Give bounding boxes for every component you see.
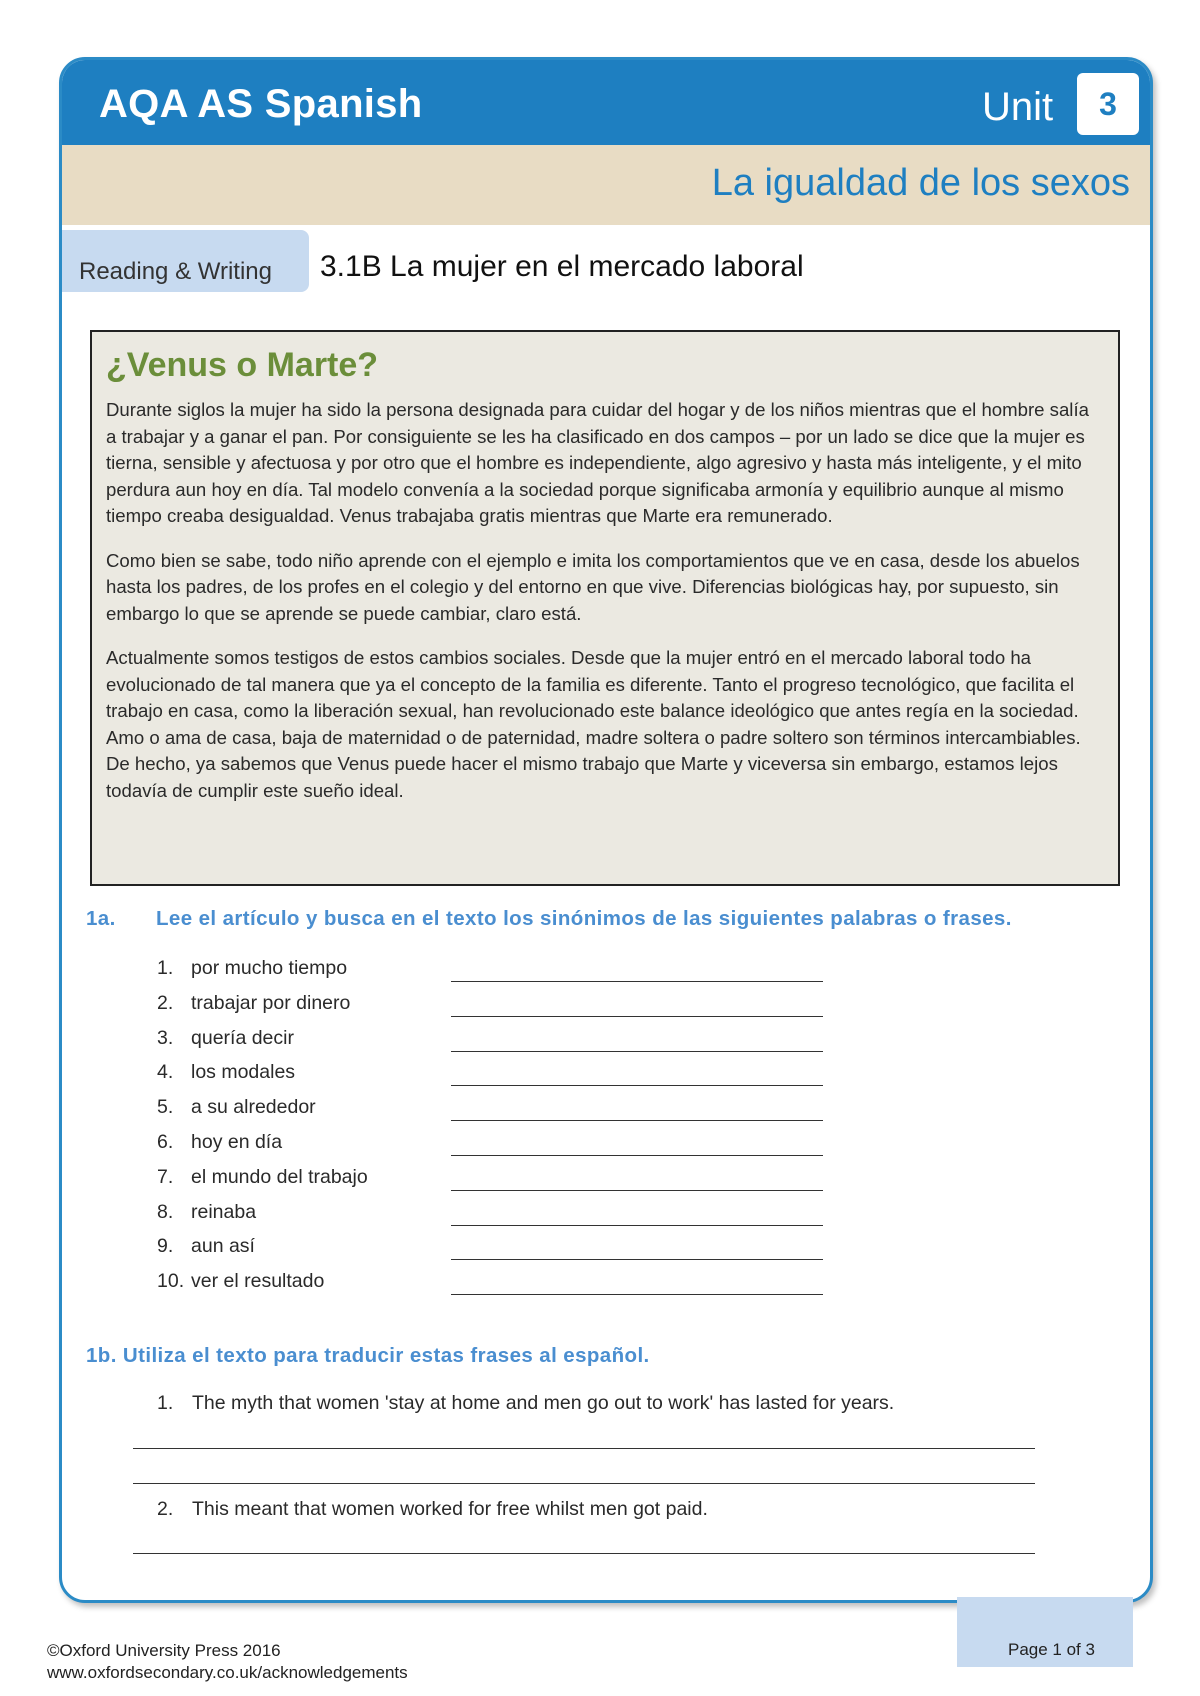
item-number: 4. — [157, 1061, 174, 1084]
question-1b-title: 1b. Utiliza el texto para traducir estas frases al español. — [86, 1344, 650, 1367]
list-item — [157, 1027, 797, 1062]
article-heading: ¿Venus o Marte? — [106, 346, 379, 384]
question-1a-title — [86, 907, 1012, 931]
item-number: 8. — [157, 1200, 174, 1223]
skill-tab — [62, 230, 309, 292]
synonym-list — [157, 957, 797, 1305]
article-box — [90, 330, 1120, 886]
item-number: 7. — [157, 1165, 174, 1188]
lesson-title: 3.1B La mujer en el mercado laboral — [320, 250, 804, 283]
worksheet-card — [59, 57, 1153, 1603]
item-text: reinaba — [191, 1200, 257, 1223]
item-text: hoy en día — [191, 1130, 283, 1153]
article-paragraph: Como bien se sabe, todo niño aprende con el ejemplo e imita los comportamientos que ve en casa, desde los abuelos hasta los padres, de los profes en el colegio y del entorno en que vive. Diferencias biológicas hay, por supuesto, sin embargo lo que se aprende se puede cambiar, claro está. — [106, 549, 1080, 624]
answer-line[interactable] — [451, 1051, 823, 1052]
item-text: por mucho tiempo — [191, 957, 348, 979]
question-1a-instruction: Lee el artículo y busca en el texto los sinónimos de las siguientes palabras o frases. — [156, 907, 1012, 930]
item-text: aun así — [191, 1235, 255, 1258]
item-number: 2. — [157, 991, 174, 1014]
answer-line[interactable] — [133, 1448, 1035, 1449]
item-number: 6. — [157, 1130, 174, 1153]
answer-line[interactable] — [451, 1190, 823, 1191]
item-number: 2. — [157, 1498, 174, 1520]
question-1a-number: 1a. — [86, 907, 116, 930]
item-text: el mundo del trabajo — [191, 1165, 368, 1188]
theme-band — [62, 145, 1150, 225]
list-item — [157, 992, 797, 1027]
answer-line[interactable] — [451, 981, 823, 982]
answer-line[interactable] — [451, 1259, 823, 1260]
item-number: 3. — [157, 1026, 174, 1049]
answer-line[interactable] — [451, 1120, 823, 1121]
theme-title: La igualdad de los sexos — [711, 162, 1130, 204]
unit-number-badge: 3 — [1077, 73, 1139, 135]
answer-line[interactable] — [451, 1085, 823, 1086]
list-item — [157, 1270, 797, 1305]
list-item — [157, 1235, 797, 1270]
item-text: a su alrededor — [191, 1096, 316, 1119]
page-number: Page 1 of 3 — [1008, 1640, 1095, 1659]
item-number: 1. — [157, 1392, 174, 1414]
item-number: 9. — [157, 1235, 174, 1258]
copyright-text: ©Oxford University Press 2016 — [47, 1641, 281, 1660]
acknowledgements-link[interactable]: www.oxfordsecondary.co.uk/acknowledgements — [47, 1663, 408, 1682]
item-text: quería decir — [191, 1026, 294, 1049]
list-item — [157, 957, 797, 992]
article-paragraph: Durante siglos la mujer ha sido la persona designada para cuidar del hogar y de los niños mientras que el hombre salía a trabajar y a ganar el pan. Por consiguiente se les ha clasificado en dos campos – por un lado se dice que la mujer es tierna, sensible y afectuosa y por otro que el hombre es independiente, algo agresivo y hasta más inteligente, y el mito perdura aun hoy en día. Tal modelo convenía a la sociedad porque significaba armonía y equilibrio aunque al mismo tiempo creaba desigualdad. Venus trabajaba gratis mientras que Marte era remunerado. — [106, 399, 1089, 526]
skill-label: Reading & Writing — [79, 258, 272, 285]
list-item — [157, 1131, 797, 1166]
item-text: trabajar por dinero — [191, 991, 351, 1014]
copyright-block — [47, 1640, 408, 1684]
article-paragraph: Actualmente somos testigos de estos cambios sociales. Desde que la mujer entró en el mercado laboral todo ha evolucionado de tal manera que ya el concepto de la familia es diferente. Tanto el progreso tecnológico, que facilita el trabajo en casa, como la liberación sexual, han revolucionado este balance ideológico que antes regía en la sociedad. Amo o ama de casa, baja de maternidad o de paternidad, madre soltera o padre soltero son términos intercambiables. De hecho, ya sabemos que Venus puede hacer el mismo trabajo que Marte y viceversa sin embargo, estamos lejos todavía de cumplir este sueño ideal. — [106, 647, 1081, 801]
item-text: ver el resultado — [191, 1270, 325, 1293]
item-text: The myth that women 'stay at home and men go out to work' has lasted for years. — [192, 1392, 895, 1414]
item-text: This meant that women worked for free whilst men got paid. — [192, 1498, 708, 1520]
answer-line[interactable] — [133, 1483, 1035, 1484]
list-item — [157, 1096, 797, 1131]
answer-line[interactable] — [451, 1294, 823, 1295]
list-item — [157, 1166, 797, 1201]
item-number: 10. — [157, 1270, 185, 1293]
item-number: 1. — [157, 957, 174, 979]
unit-label: Unit — [982, 85, 1054, 129]
header-bar — [62, 60, 1150, 145]
answer-line[interactable] — [451, 1016, 823, 1017]
answer-line[interactable] — [451, 1225, 823, 1226]
item-text: los modales — [191, 1061, 296, 1084]
item-number: 5. — [157, 1096, 174, 1119]
list-item — [157, 1201, 797, 1236]
answer-line[interactable] — [451, 1155, 823, 1156]
list-item — [157, 1061, 797, 1096]
answer-line[interactable] — [133, 1553, 1035, 1554]
brand-title: AQA AS Spanish — [99, 82, 423, 126]
